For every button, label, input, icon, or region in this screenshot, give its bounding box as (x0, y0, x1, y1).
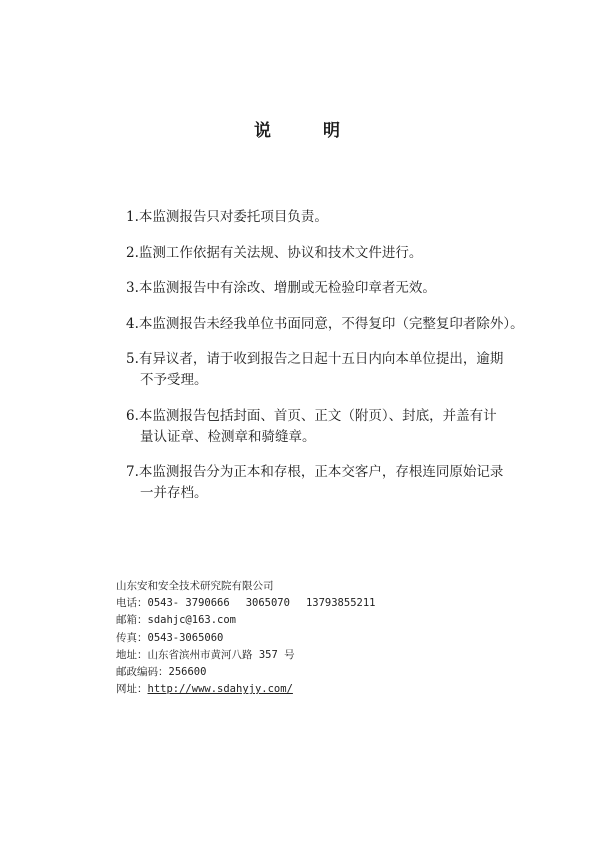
note-text-continued: 量认证章、检测章和骑缝章。 (140, 428, 316, 445)
note-text: 本监测报告分为正本和存根，正本交客户，存根连同原始记录 (138, 464, 504, 480)
note-item-7 (126, 462, 546, 504)
notes-list (126, 207, 546, 519)
address-value: 山东省滨州市黄河八路 357 号 (147, 648, 295, 661)
note-number: 7. (126, 464, 139, 480)
website-link[interactable]: http://www.sdahyjy.com/ (147, 683, 293, 696)
fax-label: 传真： (116, 631, 148, 644)
note-number: 5. (126, 351, 139, 367)
phone-row (116, 595, 536, 612)
note-text: 本监测报告中有涂改、增删或无检验印章者无效。 (138, 280, 436, 296)
phone-label: 电话： (116, 597, 148, 610)
contact-block (116, 578, 536, 698)
note-number: 3. (126, 280, 139, 296)
note-number: 6. (126, 407, 139, 424)
website-row (116, 681, 536, 698)
address-label: 地址： (116, 648, 148, 661)
note-item-1 (126, 207, 546, 228)
organization-name: 山东安和安全技术研究院有限公司 (116, 580, 274, 592)
note-text: 本监测报告只对委托项目负责。 (138, 209, 328, 225)
title-char-2: 明 (323, 121, 342, 141)
fax-row (116, 630, 536, 647)
note-text: 本监测报告包括封面、首页、正文（附页）、封底，并盖有计 (138, 407, 497, 424)
title-char-1: 说 (254, 121, 273, 141)
note-number: 4. (126, 315, 139, 332)
fax-value: 0543-3065060 (147, 631, 224, 644)
email-row (116, 612, 536, 629)
page-title (0, 116, 596, 141)
note-item-4 (126, 314, 546, 335)
note-text: 有异议者，请于收到报告之日起十五日内向本单位提出，逾期 (138, 351, 504, 367)
note-number: 1. (126, 209, 139, 225)
email-label: 邮箱： (116, 614, 148, 627)
note-item-3 (126, 278, 546, 299)
note-item-2 (126, 243, 546, 264)
note-text-continued: 不予受理。 (140, 372, 208, 388)
note-text-continued: 一并存档。 (140, 485, 208, 501)
postcode-row (116, 664, 536, 681)
note-text: 本监测报告未经我单位书面同意，不得复印（完整复印者除外）。 (138, 315, 524, 332)
note-text: 监测工作依据有关法规、协议和技术文件进行。 (138, 244, 423, 261)
email-value: sdahjc@163.com (147, 614, 237, 627)
postcode-value: 256600 (168, 666, 207, 679)
phone-number-1: 0543- 3790666 (147, 597, 230, 610)
website-label: 网址： (116, 683, 148, 696)
note-item-5 (126, 349, 546, 391)
phone-number-3: 13793855211 (305, 597, 376, 610)
note-item-6 (126, 406, 546, 448)
address-row (116, 647, 536, 664)
phone-number-2: 3065070 (245, 597, 290, 610)
postcode-label: 邮政编码： (116, 666, 169, 679)
note-number: 2. (126, 244, 139, 261)
